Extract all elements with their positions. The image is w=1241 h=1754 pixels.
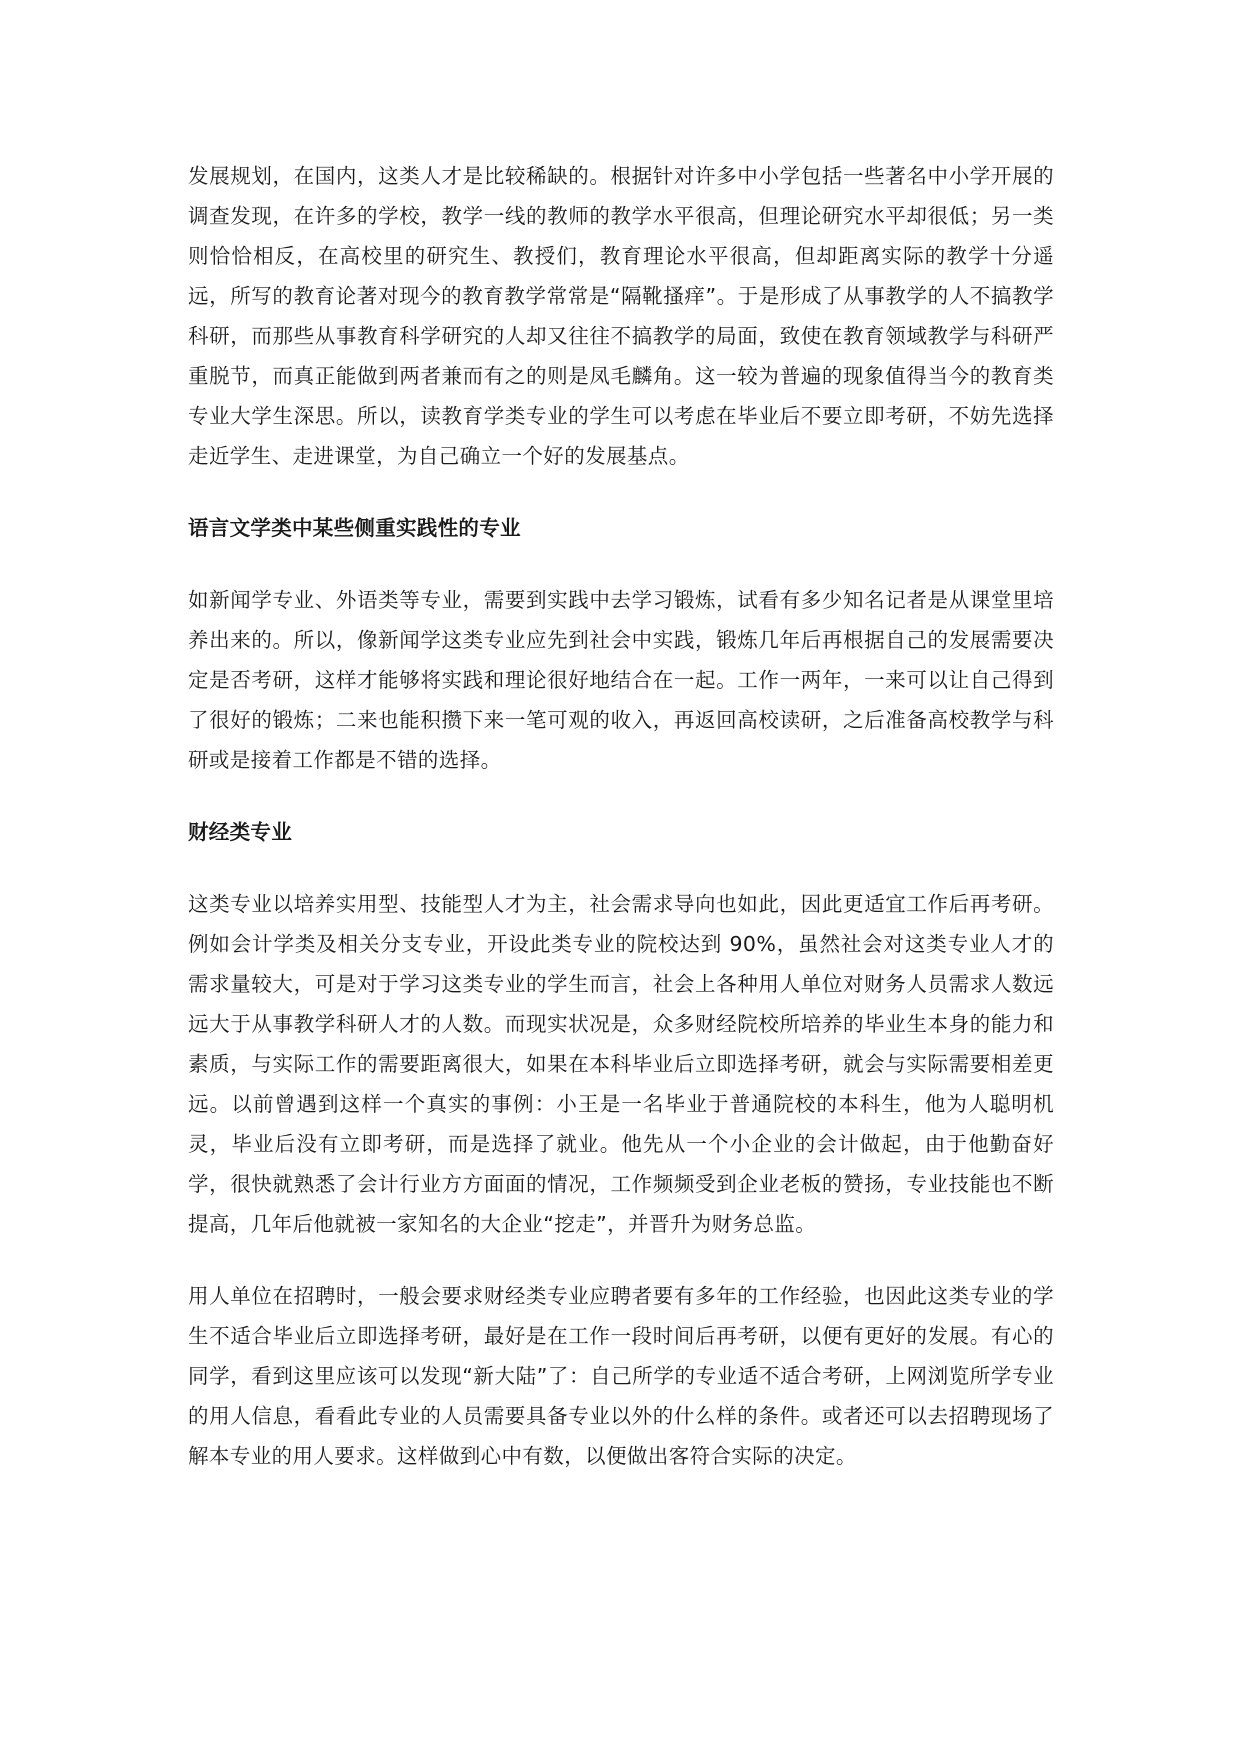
finance-paragraph-2: 用人单位在招聘时，一般会要求财经类专业应聘者要有多年的工作经验，也因此这类专业的学生不适合毕业后立即选择考研，最好是在工作一段时间后再考研，以便有更好的发展。有心的同学，看到这里应该可以发现“新大陆”了：自己所学的专业适不适合考研，上网浏览所学专业的用人信息，看看此专业的人员需要具备专业以外的什么样的条件。或者还可以去招聘现场了解本专业的用人要求。这样做到心中有数，以便做出客符合实际的决定。 [188,1284,1054,1468]
intro-paragraph: 发展规划，在国内，这类人才是比较稀缺的。根据针对许多中小学包括一些著名中小学开展的调查发现，在许多的学校，教学一线的教师的教学水平很高，但理论研究水平却很低；另一类则恰恰相反，在高校里的研究生、教授们，教育理论水平很高，但却距离实际的教学十分遥远，所写的教育论著对现今的教育教学常常是“隔靴搔痒”。于是形成了从事教学的人不搞教学科研，而那些从事教育科学研究的人却又往往不搞教学的局面，致使在教育领域教学与科研严重脱节，而真正能做到两者兼而有之的则是凤毛麟角。这一较为普遍的现象值得当今的教育类专业大学生深思。所以，读教育学类专业的学生可以考虑在毕业后不要立即考研，不妨先选择走近学生、走进课堂，为自己确立一个好的发展基点。 [188,164,1054,468]
section-heading-language: 语言文学类中某些侧重实践性的专业 [188,516,521,540]
document-page [188,156,1054,1476]
language-paragraph: 如新闻学专业、外语类等专业，需要到实践中去学习锻炼，试看有多少知名记者是从课堂里培养出来的。所以，像新闻学这类专业应先到社会中实践，锻炼几年后再根据自己的发展需要决定是否考研，这样才能够将实践和理论很好地结合在一起。工作一两年，一来可以让自己得到了很好的锻炼；二来也能积攒下来一笔可观的收入，再返回高校读研，之后准备高校教学与科研或是接着工作都是不错的选择。 [188,588,1054,772]
section-heading-finance: 财经类专业 [188,820,292,844]
finance-paragraph-1: 这类专业以培养实用型、技能型人才为主，社会需求导向也如此，因此更适宜工作后再考研。例如会计学类及相关分支专业，开设此类专业的院校达到 90%，虽然社会对这类专业人才的需求量较大，可是对于学习这类专业的学生而言，社会上各种用人单位对财务人员需求人数远远大于从事教学科研人才的人数。而现实状况是，众多财经院校所培养的毕业生本身的能力和素质，与实际工作的需要距离很大，如果在本科毕业后立即选择考研，就会与实际需要相差更远。以前曾遇到这样一个真实的事例：小王是一名毕业于普通院校的本科生，他为人聪明机灵，毕业后没有立即考研，而是选择了就业。他先从一个小企业的会计做起，由于他勤奋好学，很快就熟悉了会计行业方方面面的情况，工作频频受到企业老板的赞扬，专业技能也不断提高，几年后他就被一家知名的大企业“挖走”，并晋升为财务总监。 [188,892,1054,1236]
